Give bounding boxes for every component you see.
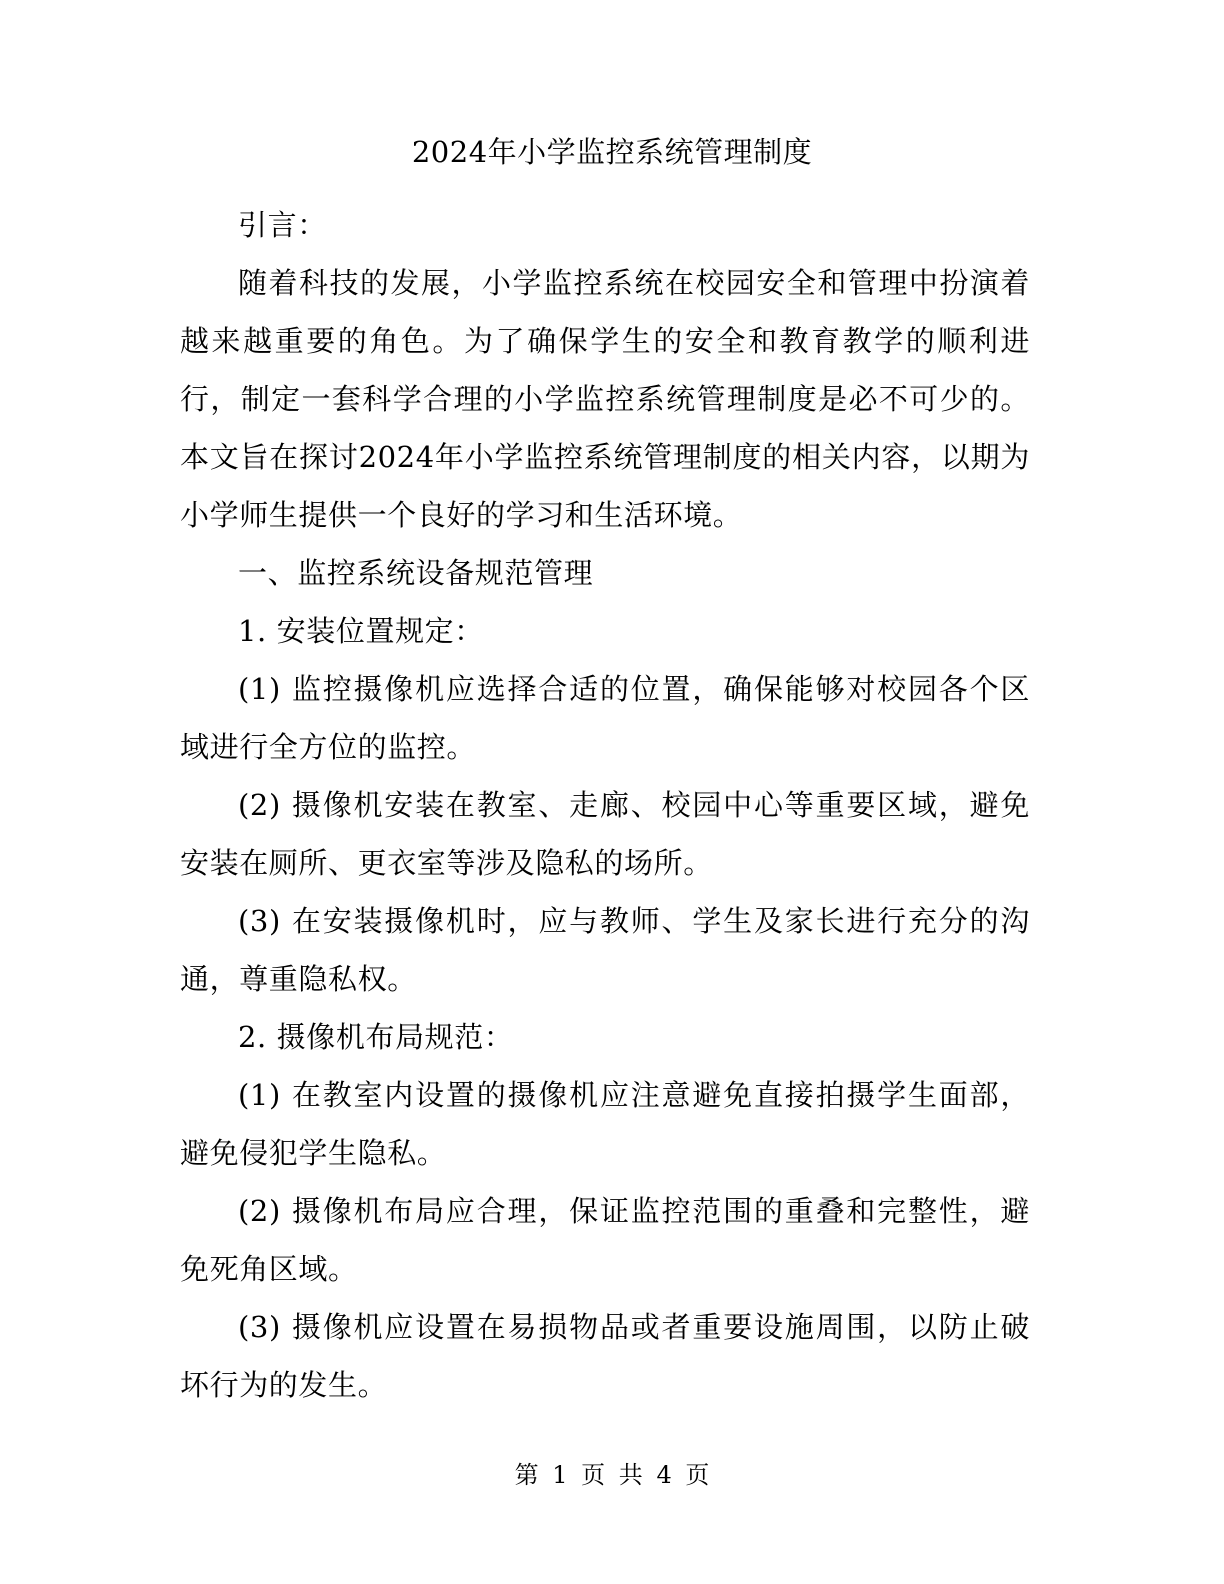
paragraph-intro-label: 引言： bbox=[238, 208, 327, 242]
paragraph-intro-text: 随着科技的发展，小学监控系统在校园安全和管理中扮演着越来越重要的角色。为了确保学生的安全和教育教学的顺利进行，制定一套科学合理的小学监控系统管理制度是必不可少的。本文旨在探讨2024年小学监控系统管理制度的相关内容，以期为小学师生提供一个良好的学习和生活环境。 bbox=[180, 266, 1030, 532]
subsection-heading-2: 2. 摄像机布局规范： bbox=[238, 1020, 514, 1054]
list-item-1-3: (3) 在安装摄像机时，应与教师、学生及家长进行充分的沟通，尊重隐私权。 bbox=[180, 904, 1030, 996]
document-title: 2024年小学监控系统管理制度 bbox=[411, 135, 813, 169]
subsection-heading-1: 1. 安装位置规定： bbox=[238, 614, 484, 648]
section-heading-1: 一、监控系统设备规范管理 bbox=[238, 556, 594, 590]
document-body bbox=[180, 196, 1030, 1414]
list-item-1-2: (2) 摄像机安装在教室、走廊、校园中心等重要区域，避免安装在厕所、更衣室等涉及隐私的场所。 bbox=[180, 788, 1030, 880]
list-item-2-1: (1) 在教室内设置的摄像机应注意避免直接拍摄学生面部，避免侵犯学生隐私。 bbox=[180, 1078, 1030, 1170]
list-item-2-2: (2) 摄像机布局应合理，保证监控范围的重叠和完整性，避免死角区域。 bbox=[180, 1194, 1030, 1286]
list-item-1-1: (1) 监控摄像机应选择合适的位置，确保能够对校园各个区域进行全方位的监控。 bbox=[180, 672, 1030, 764]
list-item-2-3: (3) 摄像机应设置在易损物品或者重要设施周围，以防止破坏行为的发生。 bbox=[180, 1310, 1030, 1402]
page-footer: 第 1 页 共 4 页 bbox=[514, 1461, 710, 1489]
